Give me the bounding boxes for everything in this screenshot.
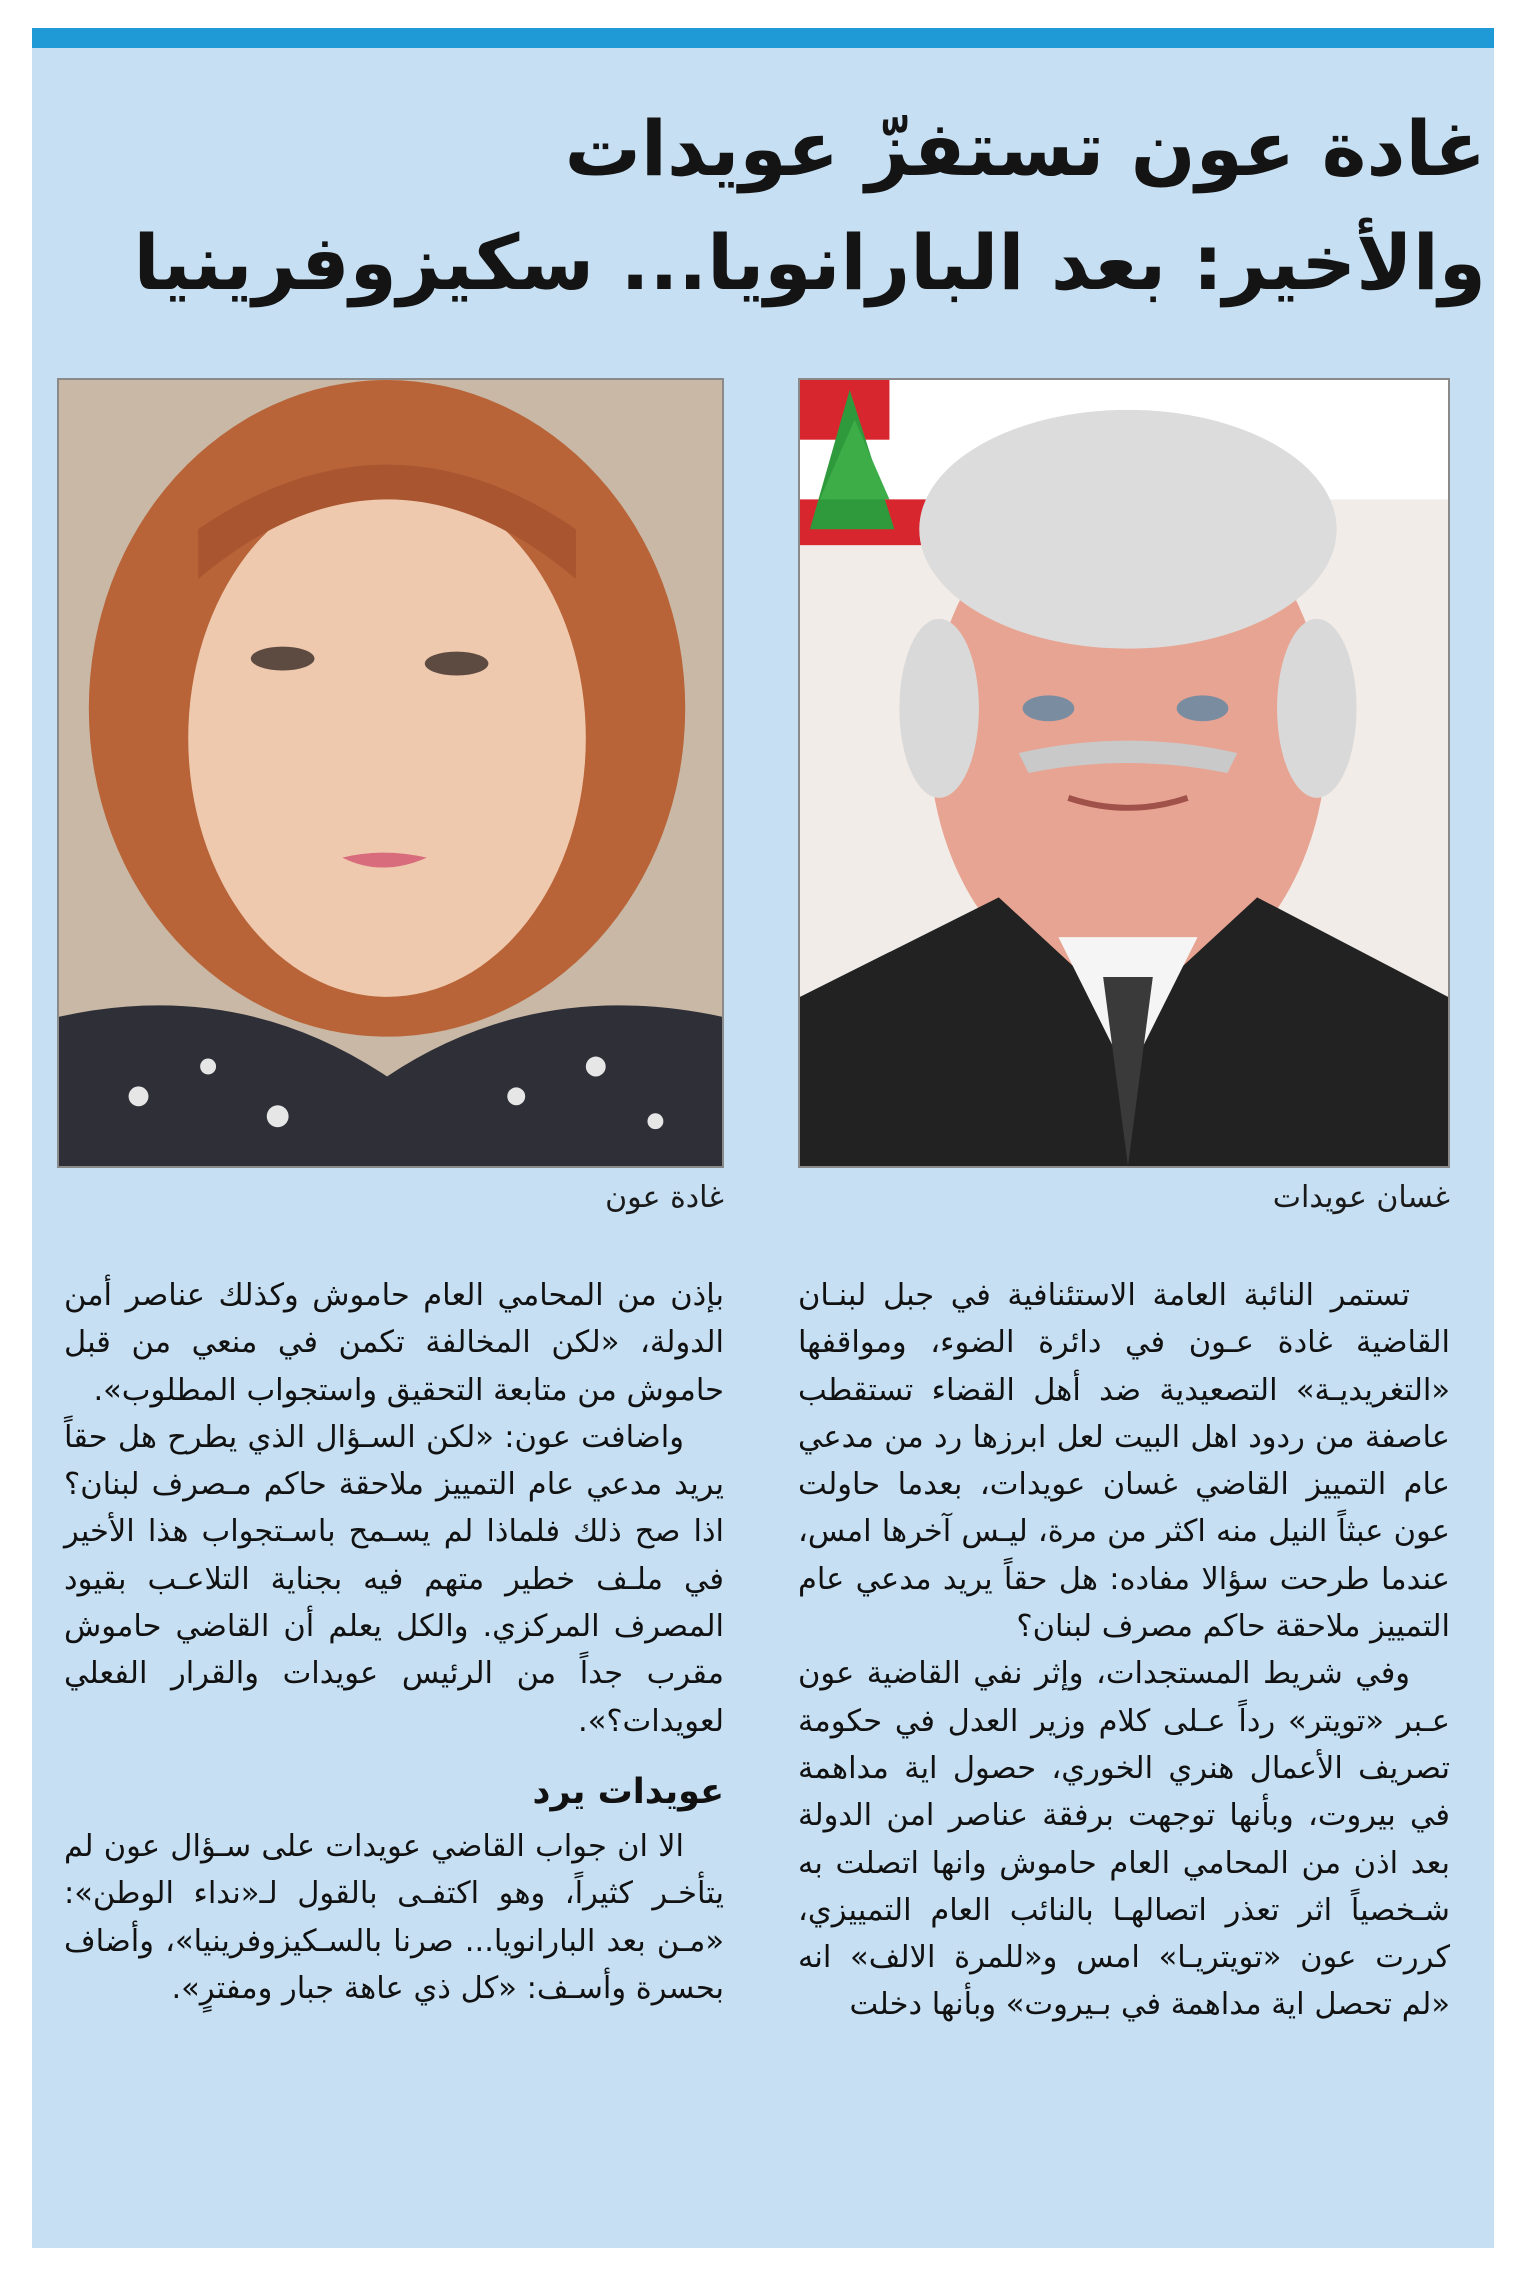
photo-ghassan-oueidat <box>798 378 1450 1168</box>
photo-caption-ghassan-oueidat: غسان عويدات <box>1272 1180 1450 1215</box>
article-subheading: عويدات يرد <box>532 1771 724 1812</box>
headline-line-2: والأخير: بعد البارانويا... سكيزوفرينيا <box>133 218 1486 307</box>
article-column-right <box>798 1272 1450 2029</box>
headline <box>110 92 1486 320</box>
article-paragraph: تستمر النائبة العامة الاستئنافية في جبل لبنـان القاضية غادة عـون في دائرة الضوء، ومواقفها «التغريديـة» التصعيدية ضد أهل القضاء تستقطب عاصفة من ردود اهل البيت لعل ابرزها رد من مدعي عام التمييز القاضي غسان عويدات، بعدما حاولت عون عبثاً النيل منه اكثر من مرة، ليـس آخرها امس، عندما طرحت سؤالا مفاده: هل حقاً يريد مدعي عام التمييز ملاحقة حاكم مصرف لبنان؟ <box>798 1278 1450 1645</box>
headline-line-1: غادة عون تستفزّ عويدات <box>564 104 1486 193</box>
portrait-man-image <box>800 380 1448 1166</box>
article-paragraph: وفي شريط المستجدات، وإثر نفي القاضية عون عـبر «تويتر» رداً عـلى كلام وزير العدل في حكومة تصريف الأعمال هنري الخوري، حصول اية مداهمة في بيروت، وبأنها توجهت برفقة عناصر امن الدولة بعد اذن من المحامي العام حاموش وانها اتصلت به شـخصياً اثر تعذر اتصالهـا بالنائب العام التمييزي، كررت عون «تويتريـا» امس و«للمرة الالف» انه «لم تحصل اية مداهمة في بـيروت» وبأنها دخلت <box>798 1656 1450 2023</box>
portrait-woman-image <box>59 380 722 1166</box>
article-paragraph: بإذن من المحامي العام حاموش وكذلك عناصر أمن الدولة، «لكن المخالفة تكمن في منعي من قبل حاموش من متابعة التحقيق واستجواب المطلوب». <box>64 1278 724 1408</box>
article-paragraph: واضافت عون: «لكن السـؤال الذي يطرح هل حقاً يريد مدعي عام التمييز ملاحقة حاكم مـصرف لبنان؟ اذا صح ذلك فلماذا لم يسـمح باسـتجواب هذا الأخير في ملـف خطير متهم فيه بجناية التلاعـب بقيود المصرف المركزي. والكل يعلم أن القاضي حاموش مقرب جداً من الرئيس عويدات والقرار الفعلي لعويدات؟». <box>64 1419 724 1739</box>
article-column-left <box>64 1272 724 2012</box>
photo-ghada-aoun <box>57 378 724 1168</box>
article-paragraph: الا ان جواب القاضي عويدات على سـؤال عون لم يتأخـر كثيراً، وهو اكتفـى بالقول لـ«نداء الوطن»: «مـن بعد البارانويا... صرنا بالسـكيزوفرينيا»، وأضاف بحسرة وأسـف: «كل ذي عاهة جبار ومفترٍ». <box>64 1828 724 2006</box>
photo-caption-ghada-aoun: غادة عون <box>605 1180 724 1215</box>
